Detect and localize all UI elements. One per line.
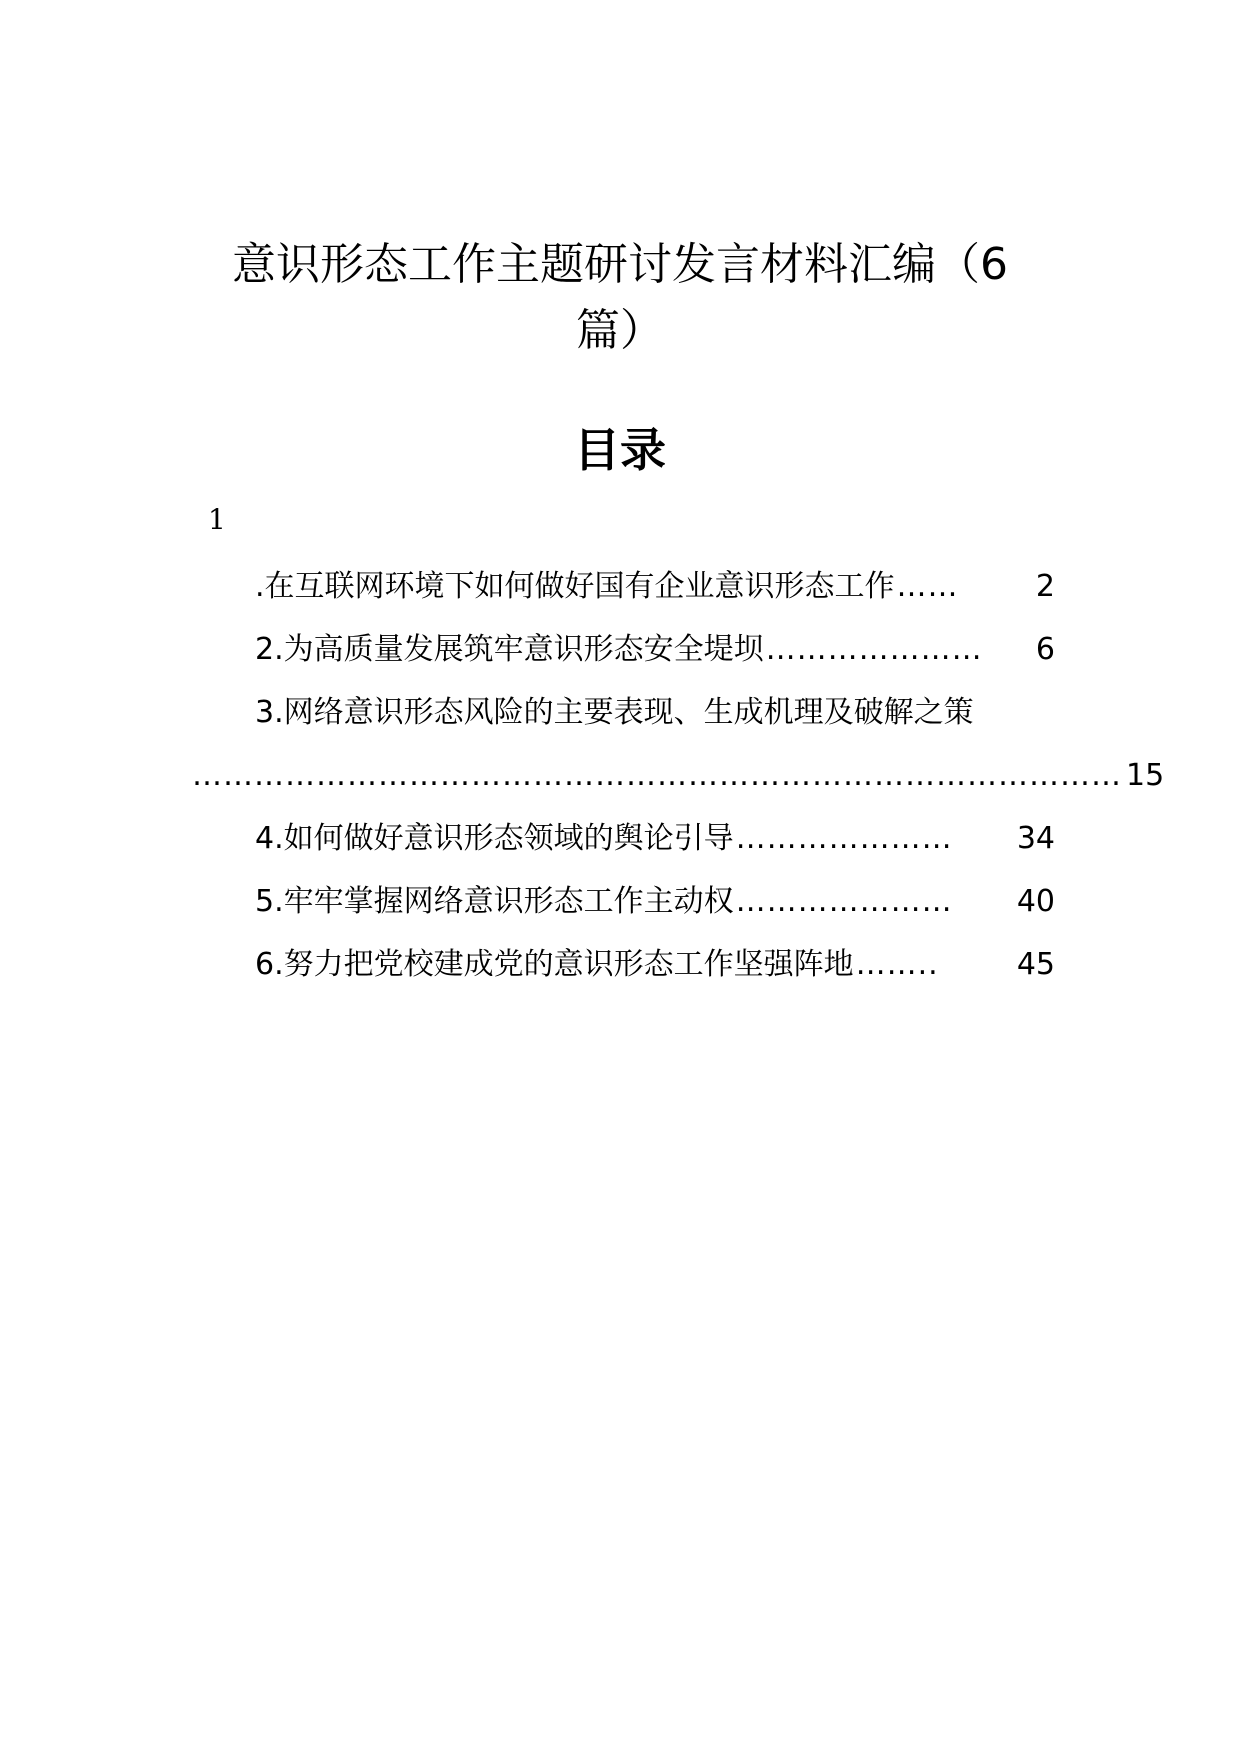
toc-entry-page-number: 45 (1016, 947, 1055, 982)
toc-entry-page-number: 6 (1035, 632, 1055, 667)
toc-entry-title: 4.如何做好意识形态领域的舆论引导 (255, 821, 734, 856)
toc-entry-1 (255, 564, 1055, 610)
toc-entry-leader: ………………… (765, 632, 983, 667)
stray-number: 1 (208, 503, 226, 536)
toc-entry-page-number: 40 (1016, 884, 1055, 919)
toc-entry-title: 3.网络意识形态风险的主要表现、生成机理及破解之策 (255, 695, 974, 730)
toc-entry-title: 5.牢牢掌握网络意识形态工作主动权 (255, 884, 734, 919)
toc-heading: 目录 (574, 423, 666, 477)
toc-entry-2 (255, 627, 1055, 673)
toc-entry-3 (255, 690, 1055, 736)
toc-entry-leader: ………………… (735, 884, 953, 919)
toc-entry-title: 6.努力把党校建成党的意识形态工作坚强阵地 (255, 947, 854, 982)
toc-entry-3-continuation (190, 753, 1165, 799)
document-title (200, 232, 1040, 364)
toc-entry-5 (255, 879, 1055, 925)
toc-entry-leader: …….. (855, 947, 939, 982)
toc-entry-page-number: 15 (1126, 758, 1165, 793)
toc-entry-leader: ………………… (735, 821, 953, 856)
toc-entry-page-number: 2 (1035, 569, 1055, 604)
document-title-line-1: 意识形态工作主题研讨发言材料汇编（6 (232, 239, 1008, 290)
toc-entry-title: 2.为高质量发展筑牢意识形态安全堤坝 (255, 632, 764, 667)
document-title-line-2: 篇） (576, 305, 664, 356)
toc-entry-page-number: 34 (1016, 821, 1055, 856)
toc-entry-6 (255, 942, 1055, 988)
toc-entry-4 (255, 816, 1055, 862)
toc-entry-title: .在互联网环境下如何做好国有企业意识形态工作 (255, 569, 895, 604)
toc-entry-leader: ……………………………………………………………………………… (192, 758, 1122, 793)
toc-entry-leader: …… (896, 569, 959, 604)
